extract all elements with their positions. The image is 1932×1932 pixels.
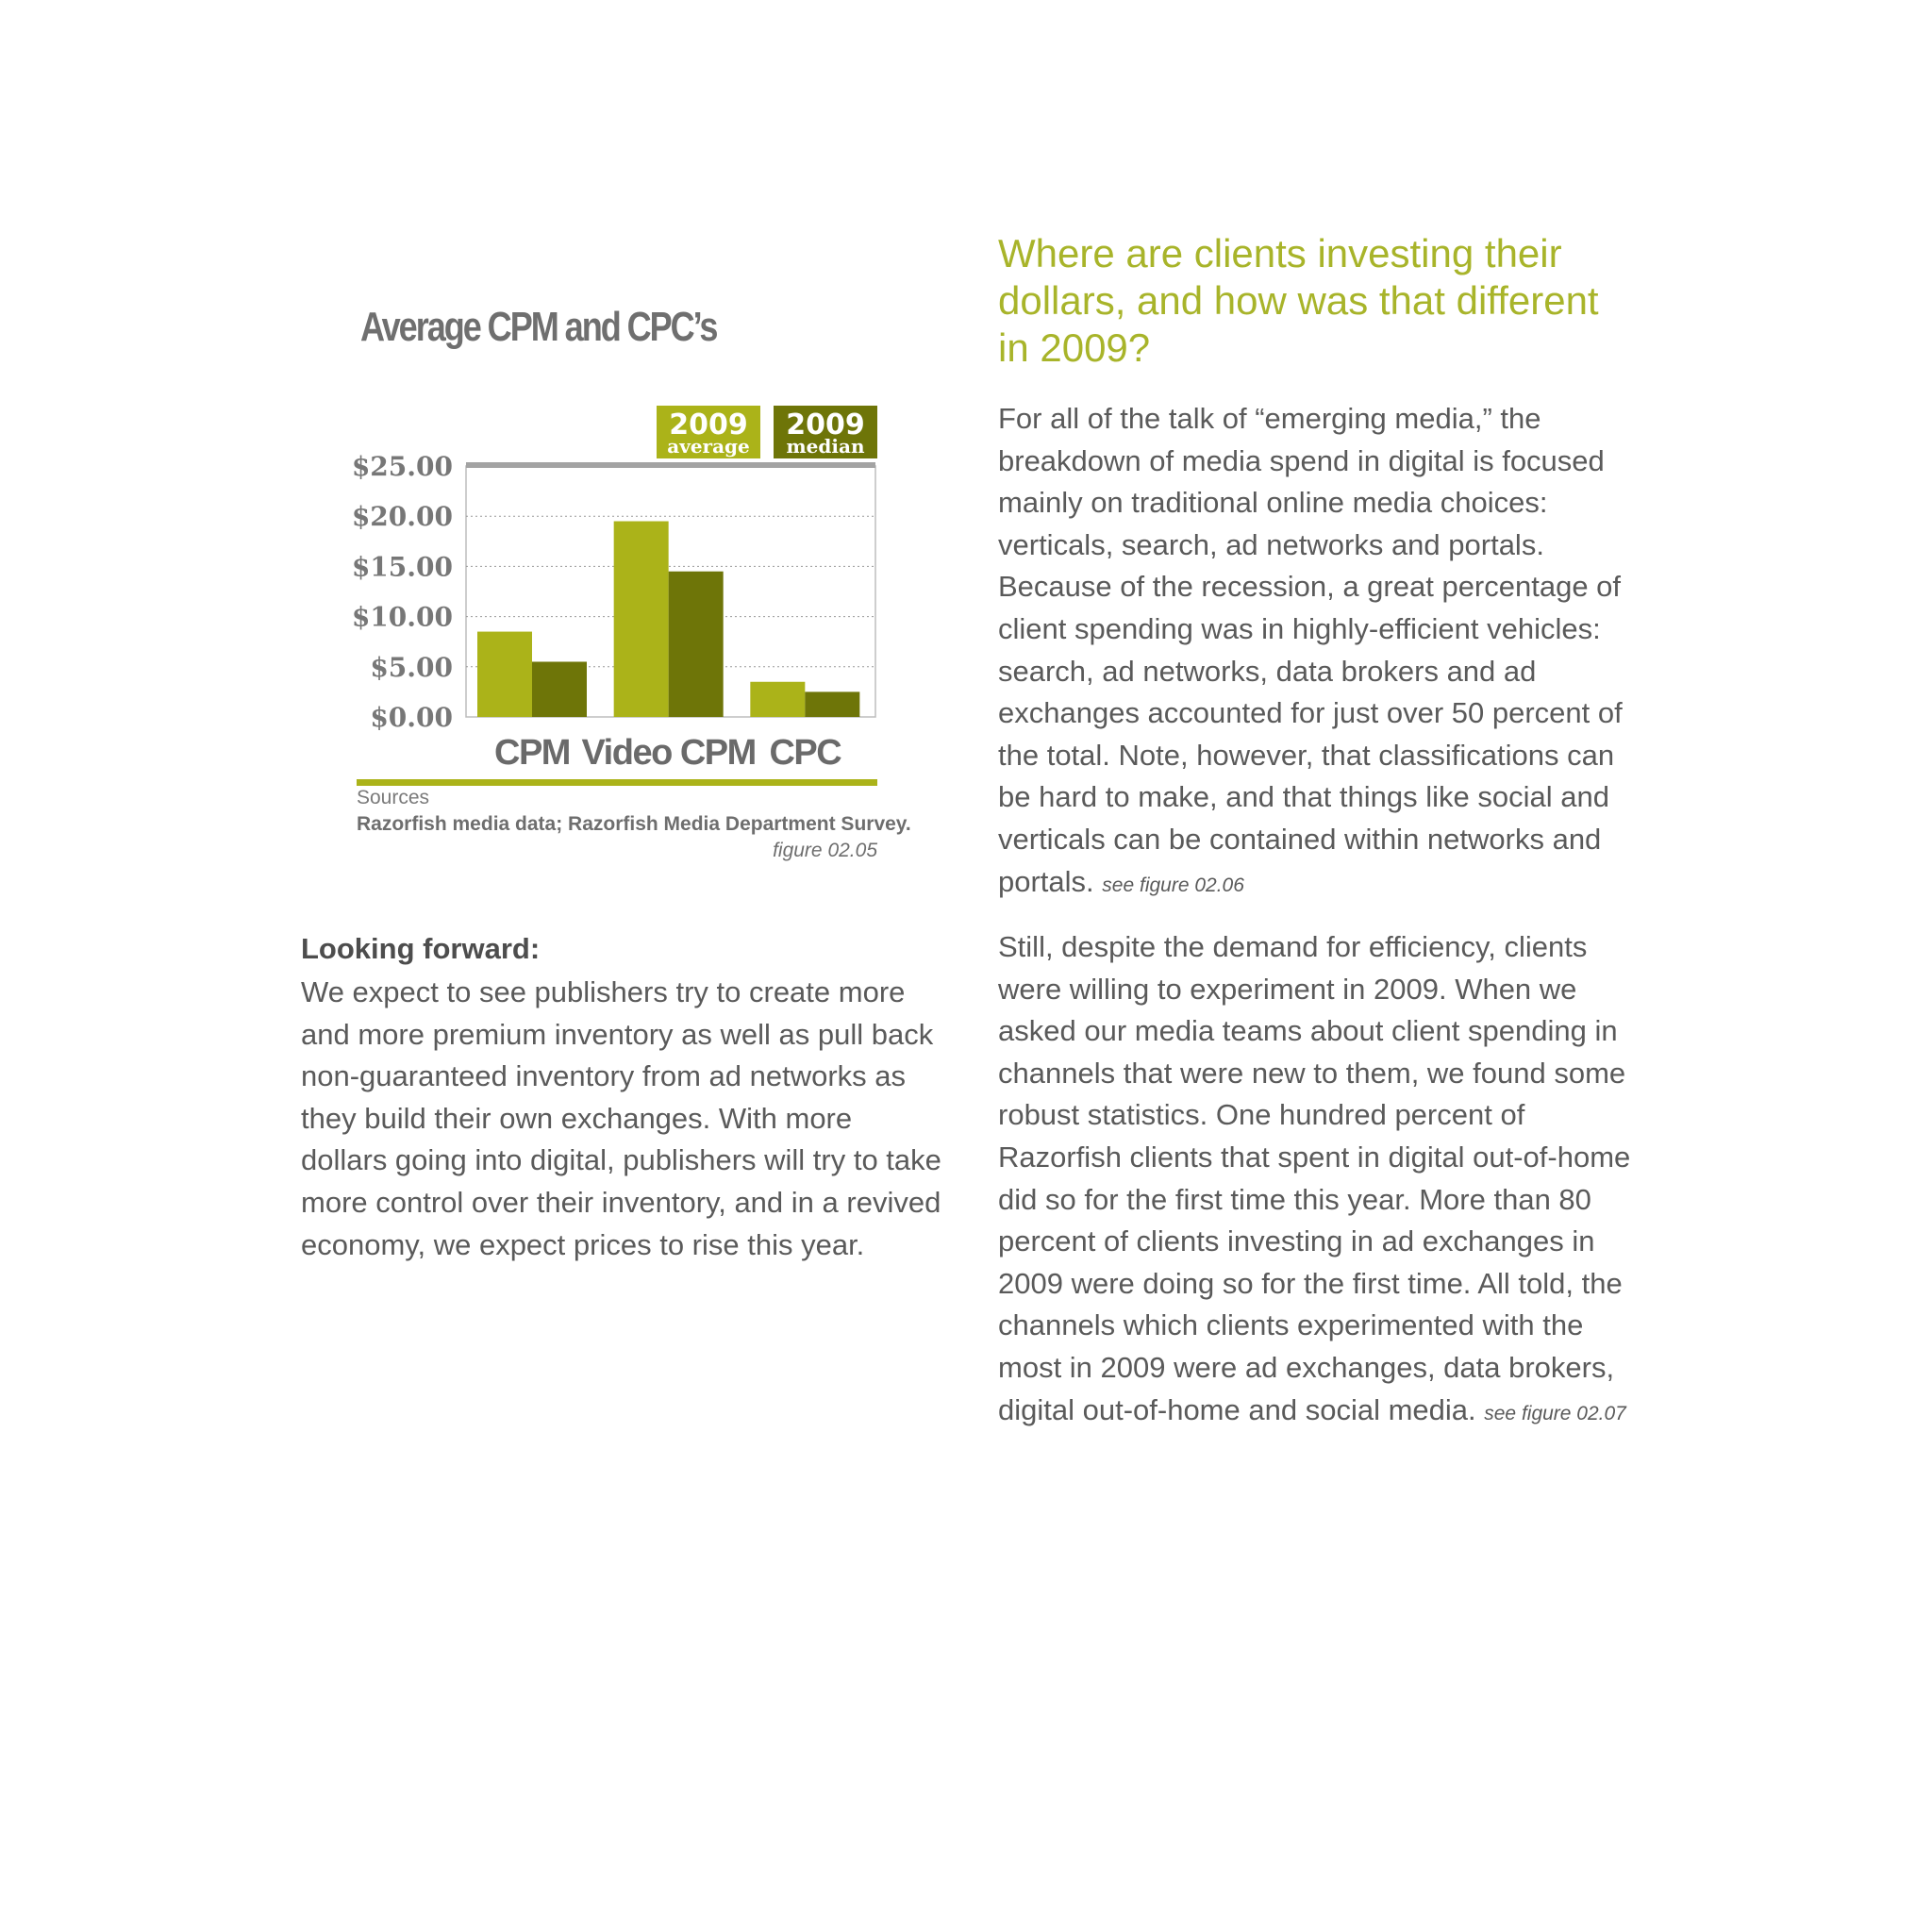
bar-cpm-median [532,661,587,717]
sources-label: Sources [357,787,430,808]
top-axis-bar [466,462,875,468]
see-figure-0206-link: see figure 02.06 [1102,874,1244,896]
paragraph-1 [998,398,1649,907]
bar-video-cpm-median [669,572,724,717]
chart-title: Average CPM and CPC’s [360,304,717,350]
chart-bottom-rule [357,779,877,786]
x-category-label: CPC [769,733,841,773]
legend-year-label: 2009 [786,408,865,441]
bar-video-cpm-average [614,522,669,717]
bar-chart [349,396,896,792]
x-category-label: CPM [494,733,570,773]
legend-series-label: median [786,435,865,458]
figure-reference: figure 02.05 [773,840,877,861]
y-tick-label: $25.00 [351,451,453,482]
y-tick-label: $20.00 [351,501,453,533]
paragraph-1-text: For all of the talk of “emerging media,” the breakdown of media spend in digital is focused mainly on traditional online media choices: verticals, search, ad networks and portals. Because of the recession, a great percentage of client spending was in highly-efficient vehicles: search, ad networks, data brokers and ad exchanges accounted for just over 50 percent of the total. Note, however, that classifications can be hard to make, and that things like social and verticals can be contained within networks and portals. [998,402,1623,898]
sources-text: Razorfish media data; Razorfish Media Department Survey. [357,813,911,835]
y-tick-label: $15.00 [351,551,453,583]
looking-forward-heading: Looking forward: [301,932,541,965]
section-heading: Where are clients investing their dollars, and how was that different in 2009? [998,231,1599,370]
y-tick-label: $10.00 [351,601,453,633]
paragraph-2-text: Still, despite the demand for efficiency, clients were willing to experiment in 2009. When we asked our media teams about client spending in channels that were new to them, we found some robust statistics. One hundred percent of Razorfish clients that spent in digital out-of-home did so for the first time this year. More than 80 percent of clients investing in ad exchanges in 2009 were doing so for the first time. All told, the channels which clients experimented with the most in 2009 were ad exchanges, data brokers, digital out-of-home and social media. [998,930,1631,1426]
paragraph-2 [998,926,1649,1435]
bar-cpc-average [750,682,805,717]
bar-cpm-average [477,632,532,717]
looking-forward-body: We expect to see publishers try to create more and more premium inventory as well as pull back non-guaranteed inventory from ad networks as they build their own exchanges. With more dollars going into digital, publishers will try to take more control over their inventory, and in a revived economy, we expect prices to rise this year. [301,975,941,1261]
y-tick-label: $0.00 [370,702,453,733]
y-tick-label: $5.00 [370,651,453,683]
legend-year-label: 2009 [669,408,748,441]
bar-cpc-median [805,691,859,717]
legend-series-label: average [667,435,750,458]
x-category-label: Video CPM [581,733,756,773]
see-figure-0207-link: see figure 02.07 [1484,1402,1626,1424]
